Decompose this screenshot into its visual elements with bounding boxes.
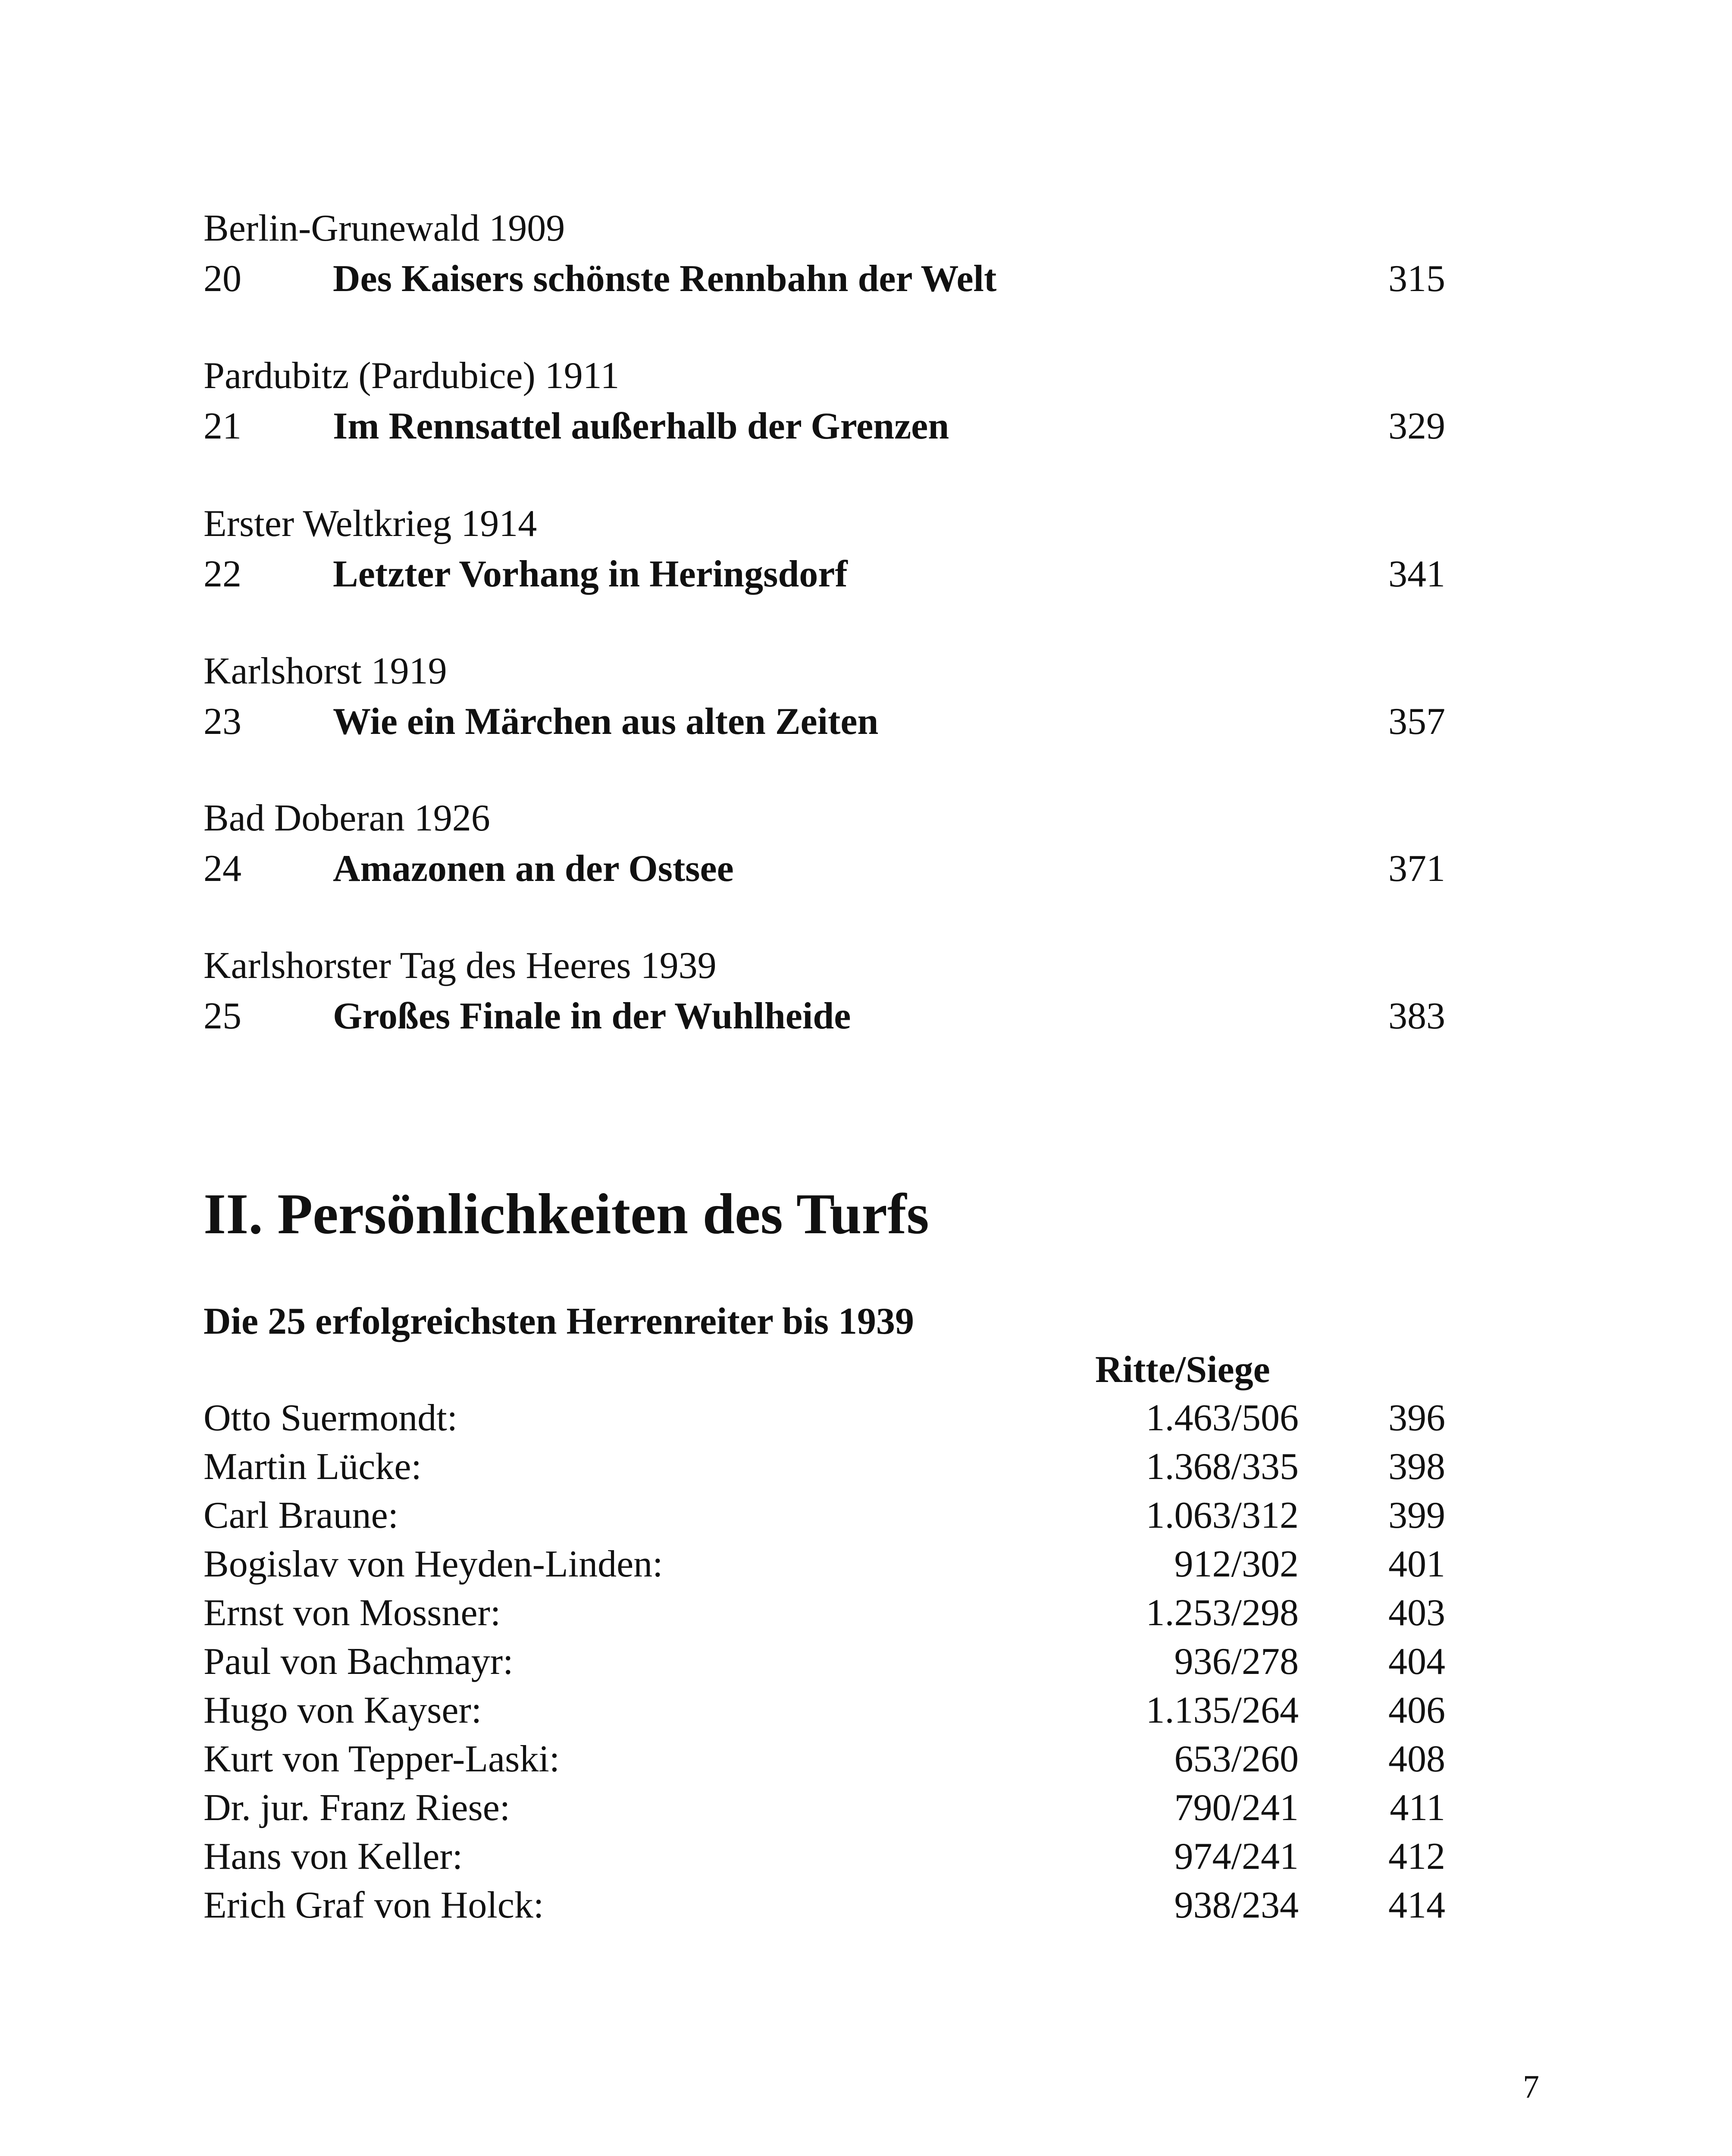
toc-chapter-number: 21: [204, 405, 241, 447]
rider-rides-wins: 790/241: [1174, 1787, 1299, 1829]
rider-page-number: 401: [1388, 1543, 1445, 1585]
rider-row: [204, 1491, 1445, 1540]
toc-chapter-line: [204, 990, 1445, 1042]
toc-chapter-number: 20: [204, 258, 241, 300]
rider-rides-wins: 1.063/312: [1146, 1495, 1299, 1536]
toc-chapter-title: Des Kaisers schönste Rennbahn der Welt: [333, 258, 997, 300]
rider-name: Ernst von Mossner:: [204, 1592, 501, 1634]
toc-chapter-line: [204, 696, 1445, 748]
toc-chapter-number: 22: [204, 553, 241, 595]
rider-row: [204, 1832, 1445, 1881]
section-heading: II. Persönlichkeiten des Turfs: [204, 1182, 929, 1246]
section-subheading: Die 25 erfolgreichsten Herrenreiter bis 1939: [204, 1300, 914, 1342]
toc-place-label: Bad Doberan 1926: [204, 797, 490, 839]
rider-row: [204, 1881, 1445, 1930]
toc-chapter-line: [204, 401, 1445, 452]
rider-row: [204, 1783, 1445, 1832]
rider-name: Dr. jur. Franz Riese:: [204, 1787, 511, 1829]
toc-page-number: 315: [1388, 258, 1445, 300]
rider-rides-wins: 1.368/335: [1146, 1446, 1299, 1488]
rider-name: Martin Lücke:: [204, 1446, 422, 1488]
rider-rides-wins: 653/260: [1174, 1738, 1299, 1780]
toc-chapter-title: Großes Finale in der Wuhlheide: [333, 995, 851, 1037]
toc-chapter-title: Letzter Vorhang in Heringsdorf: [333, 553, 848, 595]
rider-rides-wins: 938/234: [1174, 1884, 1299, 1926]
toc-chapter-line: [204, 253, 1445, 305]
rider-row: [204, 1589, 1445, 1637]
rider-rides-wins: 1.253/298: [1146, 1592, 1299, 1634]
riders-list: [204, 1394, 1445, 1930]
toc-place-label: Karlshorst 1919: [204, 650, 447, 692]
toc-page-number: 383: [1388, 995, 1445, 1037]
rider-row: [204, 1540, 1445, 1589]
rider-rides-wins: 936/278: [1174, 1641, 1299, 1683]
toc-chapter-number: 23: [204, 701, 241, 743]
rider-rides-wins: 1.463/506: [1146, 1397, 1299, 1439]
page-number: 7: [1523, 2069, 1539, 2105]
toc-place-label: Erster Weltkrieg 1914: [204, 503, 537, 545]
toc-page-number: 357: [1388, 701, 1445, 743]
rider-row: [204, 1637, 1445, 1686]
rider-page-number: 411: [1390, 1787, 1445, 1829]
rider-name: Otto Suermondt:: [204, 1397, 458, 1439]
rider-page-number: 399: [1388, 1495, 1445, 1536]
rider-page-number: 404: [1388, 1641, 1445, 1683]
rider-name: Paul von Bachmayr:: [204, 1641, 514, 1683]
rider-rides-wins: 1.135/264: [1146, 1689, 1299, 1731]
rider-page-number: 408: [1388, 1738, 1445, 1780]
rider-row: [204, 1686, 1445, 1735]
rider-page-number: 396: [1388, 1397, 1445, 1439]
rider-rides-wins: 974/241: [1174, 1836, 1299, 1877]
toc-page-number: 341: [1388, 553, 1445, 595]
rider-page-number: 398: [1388, 1446, 1445, 1488]
toc-chapter-line: [204, 843, 1445, 895]
rider-page-number: 412: [1388, 1836, 1445, 1877]
toc-chapter-title: Amazonen an der Ostsee: [333, 848, 734, 890]
rider-rides-wins: 912/302: [1174, 1543, 1299, 1585]
rider-row: [204, 1442, 1445, 1491]
rider-name: Hugo von Kayser:: [204, 1689, 482, 1731]
rider-row: [204, 1394, 1445, 1442]
toc-page-number: 371: [1388, 848, 1445, 890]
toc-place-label: Pardubitz (Pardubice) 1911: [204, 355, 620, 397]
rider-name: Hans von Keller:: [204, 1836, 463, 1877]
rider-name: Carl Braune:: [204, 1495, 399, 1536]
column-header-rides-wins: Ritte/Siege: [1095, 1349, 1270, 1391]
toc-chapter-title: Wie ein Märchen aus alten Zeiten: [333, 701, 879, 743]
toc-chapter-number: 24: [204, 848, 241, 890]
rider-row: [204, 1735, 1445, 1783]
toc-place-label: Berlin-Grunewald 1909: [204, 207, 565, 249]
rider-page-number: 414: [1388, 1884, 1445, 1926]
toc-page-number: 329: [1388, 405, 1445, 447]
toc-chapter-line: [204, 548, 1445, 600]
rider-page-number: 406: [1388, 1689, 1445, 1731]
rider-name: Kurt von Tepper-Laski:: [204, 1738, 560, 1780]
toc-chapter-title: Im Rennsattel außerhalb der Grenzen: [333, 405, 949, 447]
rider-page-number: 403: [1388, 1592, 1445, 1634]
toc-chapter-number: 25: [204, 995, 241, 1037]
rider-name: Erich Graf von Holck:: [204, 1884, 544, 1926]
rider-name: Bogislav von Heyden-Linden:: [204, 1543, 663, 1585]
toc-place-label: Karlshorster Tag des Heeres 1939: [204, 945, 717, 987]
